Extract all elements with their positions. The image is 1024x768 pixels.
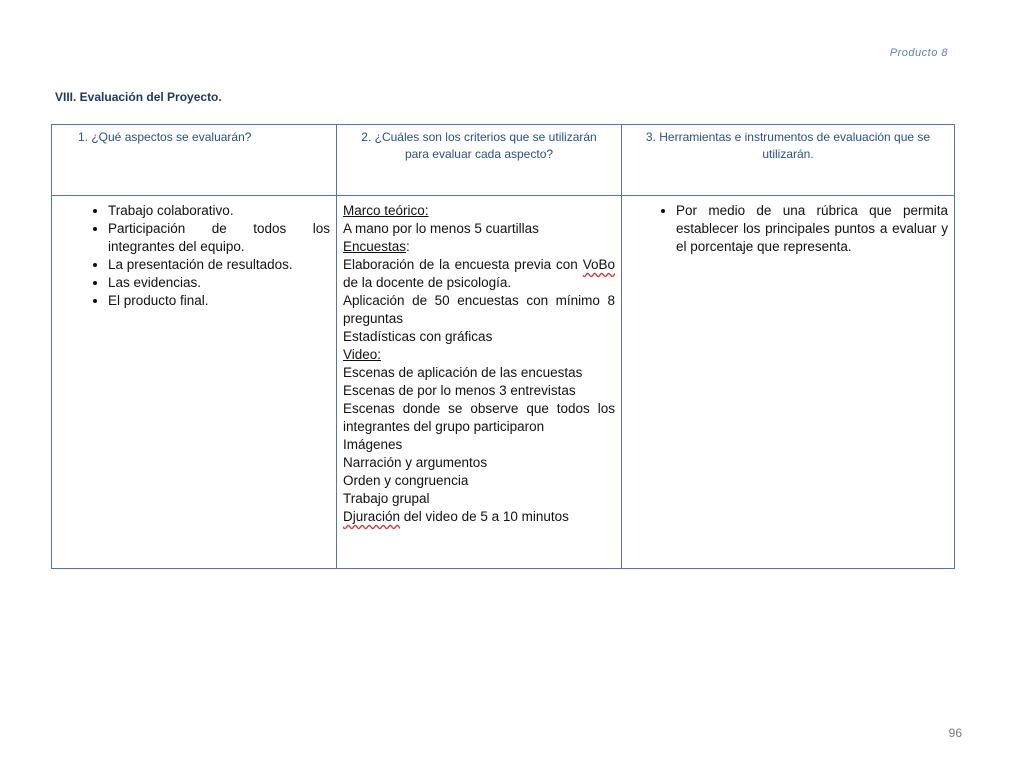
section-title: VIII. Evaluación del Proyecto. — [55, 90, 222, 104]
page-number: 96 — [948, 726, 962, 740]
list-item: • Las evidencias. — [108, 274, 330, 292]
criteria-line: Narración y argumentos — [343, 455, 488, 470]
criteria-line: Estadísticas con gráficas — [343, 329, 493, 344]
list-item: • Por medio de una rúbrica que permita establecer los principales puntos a evaluar y el porcentaje que representa. — [676, 202, 948, 256]
encuestas-colon: : — [406, 239, 410, 254]
product-tag: Producto 8 — [889, 47, 948, 59]
criteria-line: Orden y congruencia — [343, 473, 469, 488]
table-header-row — [52, 125, 955, 196]
criteria-text: Elaboración de la encuesta previa con — [343, 257, 578, 272]
criteria-line: Escenas de aplicación de las encuestas — [343, 365, 583, 380]
criteria-line — [343, 508, 615, 526]
criteria-line: A mano por lo menos 5 cuartillas — [343, 221, 539, 236]
encuestas-heading: Encuestas — [343, 239, 407, 254]
header-criteria: 2. ¿Cuáles son los criterios que se utilizarán para evaluar cada aspecto? — [337, 125, 622, 196]
criteria-line: Escenas de por lo menos 3 entrevistas — [343, 383, 576, 398]
tools-cell — [622, 196, 955, 569]
criteria-line — [343, 256, 615, 292]
aspects-list — [58, 202, 330, 310]
video-heading: Video: — [343, 347, 382, 362]
header-aspects: 1. ¿Qué aspectos se evaluarán? — [52, 125, 337, 196]
criteria-line: Trabajo grupal — [343, 491, 430, 506]
tools-list — [628, 202, 948, 256]
list-item: • El producto final. — [108, 292, 330, 310]
vobo-text: VoBo — [582, 257, 615, 272]
criteria-text: de la docente de psicología. — [343, 275, 512, 290]
list-item: • Participación de todos los integrantes del equipo. — [108, 220, 330, 256]
list-item: • La presentación de resultados. — [108, 256, 330, 274]
criteria-text: del video de 5 a 10 minutos — [400, 509, 569, 524]
criteria-line: Aplicación de 50 encuestas con mínimo 8 preguntas — [343, 293, 615, 326]
aspects-cell — [52, 196, 337, 569]
marco-heading: Marco teórico: — [343, 203, 429, 218]
criteria-cell — [337, 196, 622, 569]
criteria-line: Escenas donde se observe que todos los integrantes del grupo participaron — [343, 401, 615, 434]
duracion-text: Djuración — [343, 509, 401, 524]
evaluation-table — [51, 124, 955, 569]
list-item: • Trabajo colaborativo. — [108, 202, 330, 220]
table-body-row — [52, 196, 955, 569]
header-tools: 3. Herramientas e instrumentos de evaluación que se utilizarán. — [622, 125, 955, 196]
criteria-line: Imágenes — [343, 437, 403, 452]
